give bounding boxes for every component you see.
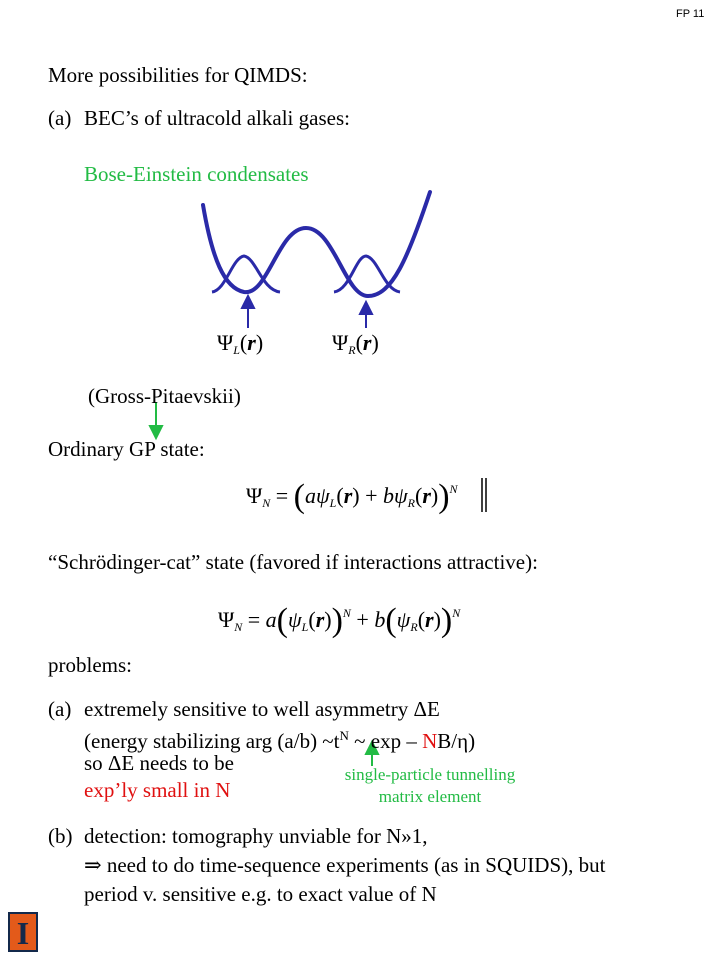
problem-b-line3: period v. sensitive e.g. to exact value of N	[84, 882, 437, 906]
problem-a-line2-sup: N	[339, 728, 349, 743]
psi-left-label: $\Psi_L(r)$	[217, 330, 264, 357]
tunnelling-note-line2: matrix element	[378, 787, 482, 806]
problem-a-marker: (a)	[48, 697, 72, 721]
page-number: FP 11	[676, 8, 705, 20]
problem-a-line2-post: B/η)	[437, 729, 476, 753]
cat-state-formula: $\Psi_N = a(\psi_L(r))^N + b(\psi_R(r))^N$	[218, 602, 461, 639]
schrodinger-cat-label: “Schrödinger-cat” state (favored if interactions attractive):	[48, 550, 538, 574]
tunnelling-note	[310, 764, 550, 808]
problem-b-line1: detection: tomography unviable for N»1,	[84, 824, 428, 848]
tunnelling-note-line1: single-particle tunnelling	[344, 765, 516, 784]
item-a-text: BEC’s of ultracold alkali gases:	[84, 106, 350, 130]
left-arrowhead	[242, 296, 254, 308]
problem-a-line4: exp’ly small in N	[84, 778, 231, 802]
gross-pitaevskii-label: (Gross-Pitaevskii)	[88, 384, 241, 408]
ordinary-gp-formula: $\Psi_N = (a\psi_L(r) + b\psi_R(r))^N$	[246, 478, 458, 515]
problem-b-line2: ⇒ need to do time-sequence experiments (as in SQUIDS), but	[84, 853, 606, 877]
problem-a-line2-pre: (energy stabilizing arg (a/b) ~t	[84, 729, 340, 753]
problem-a-line2	[84, 724, 475, 753]
right-arrowhead	[360, 302, 372, 314]
problems-heading: problems:	[48, 653, 132, 677]
university-logo	[8, 912, 38, 952]
problem-a-line2-N: N	[422, 729, 438, 753]
psi-right-label: $\Psi_R(r)$	[332, 330, 379, 357]
double-well-potential	[203, 192, 430, 296]
problem-a-line1: extremely sensitive to well asymmetry ΔE	[84, 697, 440, 721]
slide-title: More possibilities for QIMDS:	[48, 63, 308, 87]
problem-a-line3: so ΔE needs to be	[84, 751, 234, 775]
formula-brackets	[482, 478, 486, 512]
ordinary-gp-label: Ordinary GP state:	[48, 437, 205, 461]
logo-letter: I	[16, 915, 30, 951]
problem-b-marker: (b)	[48, 824, 73, 848]
item-a-marker: (a)	[48, 106, 72, 130]
problem-a-line2-mid: ~ exp –	[348, 729, 423, 753]
bec-label: Bose-Einstein condensates	[84, 162, 309, 186]
